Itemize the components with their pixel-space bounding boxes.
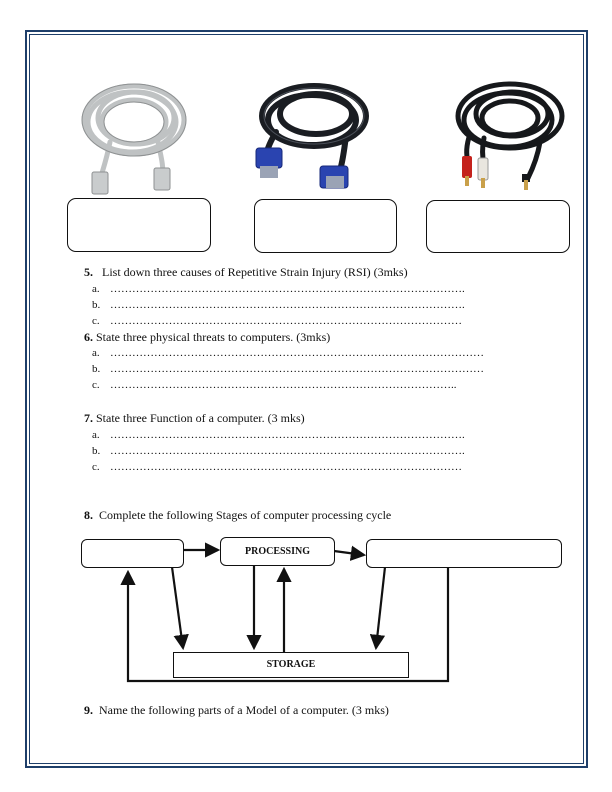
q5-line-c[interactable]: c. ……………………………………………………………………………………	[92, 315, 462, 327]
output-stage-box[interactable]	[366, 539, 562, 568]
storage-stage-box	[173, 652, 409, 678]
question-5-text: List down three causes of Repetitive Strain Injury (RSI) (3mks)	[102, 265, 408, 279]
q7-line-c[interactable]: c. ……………………………………………………………………………………	[92, 461, 462, 473]
question-9-number: 9.	[84, 703, 93, 717]
input-stage-box[interactable]	[81, 539, 184, 568]
question-6-text: State three physical threats to computers. (3mks)	[96, 330, 331, 344]
question-8-number: 8.	[84, 508, 93, 522]
question-7-number: 7.	[84, 411, 93, 425]
question-9-text: Name the following parts of a Model of a computer. (3 mks)	[99, 703, 389, 717]
q6-line-c[interactable]: c. …………………………………………………………………………………..	[92, 379, 457, 391]
q6-line-b[interactable]: b. …………………………………………………………………………………………	[92, 363, 484, 375]
q6-line-a[interactable]: a. …………………………………………………………………………………………	[92, 347, 484, 359]
question-6-number: 6.	[84, 330, 93, 344]
question-7-text: State three Function of a computer. (3 mks)	[96, 411, 305, 425]
question-8-text: Complete the following Stages of computer processing cycle	[99, 508, 392, 522]
q5-line-b[interactable]: b. …………………………………………………………………………………….	[92, 299, 465, 311]
storage-label: STORAGE	[266, 659, 316, 670]
question-9	[84, 703, 389, 717]
q7-line-a[interactable]: a. …………………………………………………………………………………….	[92, 429, 465, 441]
question-5-number: 5.	[84, 265, 93, 279]
processing-label: PROCESSING	[244, 546, 310, 557]
q7-line-b[interactable]: b. …………………………………………………………………………………….	[92, 445, 465, 457]
processing-stage-box	[220, 537, 335, 566]
q5-line-a[interactable]: a. …………………………………………………………………………………….	[92, 283, 465, 295]
